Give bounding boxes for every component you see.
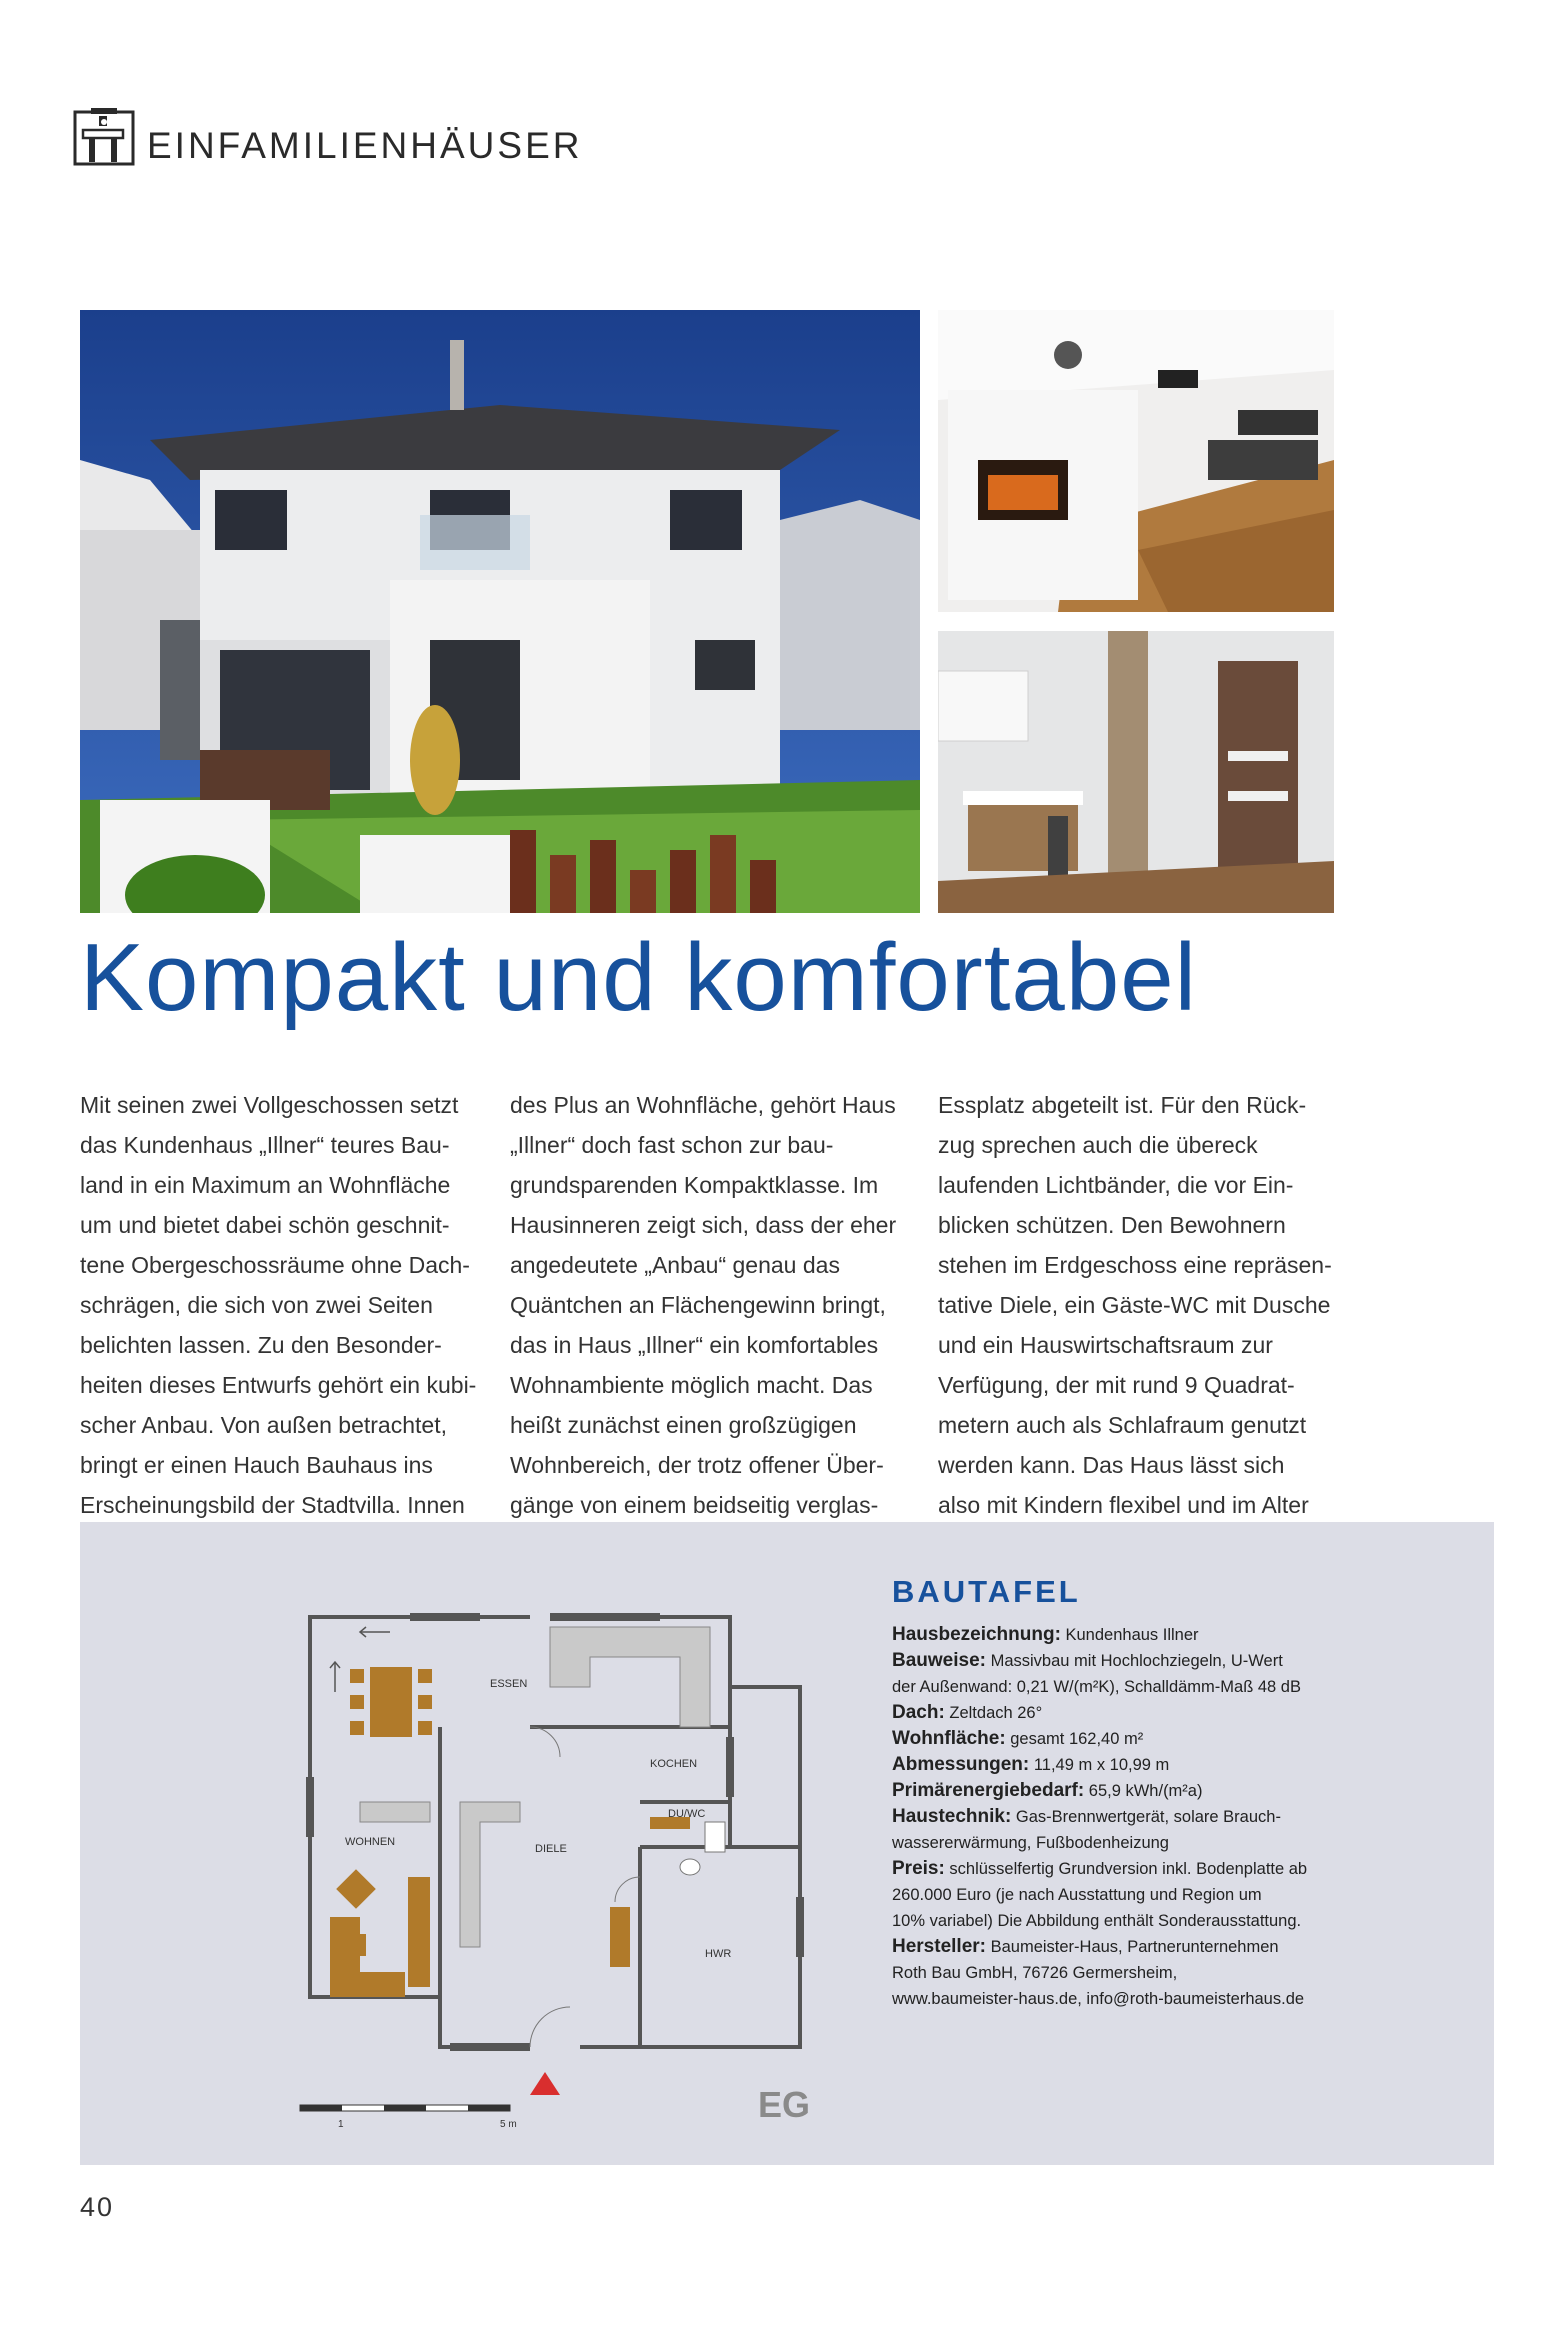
- bautafel-label: Abmessungen:: [892, 1754, 1030, 1775]
- body-line: werden kann. Das Haus lässt sich: [938, 1452, 1285, 1478]
- bautafel-row: [892, 1648, 1452, 1700]
- body-line: Erscheinungsbild der Stadtvilla. Innen: [80, 1492, 465, 1518]
- bautafel-label: Wohnfläche:: [892, 1728, 1006, 1749]
- bautafel-value: wassererwärmung, Fußbodenheizung: [892, 1834, 1169, 1852]
- page-number: 40: [80, 2192, 115, 2222]
- bautafel-label: Preis:: [892, 1858, 945, 1879]
- body-line: stehen im Erdgeschoss eine repräsen-: [938, 1252, 1332, 1278]
- body-line: also mit Kindern flexibel und im Alter: [938, 1492, 1309, 1518]
- floor-plan: [290, 1577, 920, 2137]
- body-column-3: [938, 1088, 1348, 1568]
- bautafel-value: 10% variabel) Die Abbildung enthält Sonderausstattung.: [892, 1912, 1302, 1930]
- body-line: laufenden Lichtbänder, die vor Ein-: [938, 1172, 1294, 1198]
- body-line: belichten lassen. Zu den Besonder-: [80, 1332, 442, 1358]
- bautafel-label: Bauweise:: [892, 1650, 986, 1671]
- body-line: Essplatz abgeteilt ist. Für den Rück-: [938, 1092, 1307, 1118]
- bautafel-value: der Außenwand: 0,21 W/(m²K), Schalldämm-Maß 48 dB: [892, 1678, 1301, 1696]
- bautafel-row: [892, 1700, 1452, 1726]
- body-line: des Plus an Wohnfläche, gehört Haus: [510, 1092, 896, 1118]
- bautafel-value: Roth Bau GmbH, 76726 Germersheim,: [892, 1964, 1178, 1982]
- body-line: das Kundenhaus „Illner“ teures Bau-: [80, 1132, 450, 1158]
- scale-label-start: 1: [338, 2119, 344, 2130]
- bathroom-photo: [938, 631, 1334, 913]
- body-line: Hausinneren zeigt sich, dass der eher: [510, 1212, 897, 1238]
- body-line: Wohnbereich, der trotz offener Über-: [510, 1452, 884, 1478]
- bautafel-row: [892, 1622, 1452, 1648]
- room-label-duwc: DU/WC: [668, 1808, 706, 1820]
- body-line: Wohnambiente möglich macht. Das: [510, 1372, 873, 1398]
- room-label-hwr: HWR: [705, 1948, 732, 1960]
- body-line: und ein Hauswirtschaftsraum zur: [938, 1332, 1273, 1358]
- body-line: Mit seinen zwei Vollgeschossen setzt: [80, 1092, 459, 1118]
- bautafel-label: Hausbezeichnung:: [892, 1624, 1061, 1645]
- bautafel-value: Kundenhaus Illner: [1065, 1626, 1199, 1644]
- body-line: scher Anbau. Von außen betrachtet,: [80, 1412, 447, 1438]
- bautafel-row: [892, 1856, 1452, 1934]
- bautafel-value: 11,49 m x 10,99 m: [1033, 1756, 1170, 1774]
- body-line: zug sprechen auch die übereck: [938, 1132, 1258, 1158]
- body-line: tene Obergeschossräume ohne Dach-: [80, 1252, 470, 1278]
- body-line: land in ein Maximum an Wohnfläche: [80, 1172, 451, 1198]
- house-exterior-photo: [80, 310, 920, 913]
- bautafel-value: 65,9 kWh/(m²a): [1088, 1782, 1203, 1800]
- body-line: schrägen, die sich von zwei Seiten: [80, 1292, 433, 1318]
- bautafel-label: Dach:: [892, 1702, 945, 1723]
- bautafel-row: [892, 1804, 1452, 1856]
- bautafel-label: Primärenergiebedarf:: [892, 1780, 1085, 1801]
- bautafel: [892, 1574, 1452, 2012]
- room-label-wohnen: WOHNEN: [345, 1836, 396, 1848]
- body-line: blicken schützen. Den Bewohnern: [938, 1212, 1286, 1238]
- bautafel-value: Massivbau mit Hochlochziegeln, U-Wert: [990, 1652, 1283, 1670]
- article-headline: Kompakt und komfortabel: [80, 924, 1197, 1031]
- body-line: tative Diele, ein Gäste-WC mit Dusche: [938, 1292, 1331, 1318]
- bautafel-value: www.baumeister-haus.de, info@roth-baumeisterhaus.de: [892, 1990, 1305, 2008]
- body-line: das in Haus „Illner“ ein komfortables: [510, 1332, 879, 1358]
- body-line: heißt zunächst einen großzügigen: [510, 1412, 857, 1438]
- section-header: [73, 98, 582, 168]
- bautafel-row: [892, 1934, 1452, 2012]
- room-label-kochen: KOCHEN: [650, 1758, 698, 1770]
- bautafel-row: [892, 1726, 1452, 1752]
- body-line: bringt er einen Hauch Bauhaus ins: [80, 1452, 433, 1478]
- body-line: heiten dieses Entwurfs gehört ein kubi-: [80, 1372, 477, 1398]
- bautafel-value: Zeltdach 26°: [949, 1704, 1043, 1722]
- bautafel-label: Haustechnik:: [892, 1806, 1012, 1827]
- body-line: um und bietet dabei schön geschnit-: [80, 1212, 450, 1238]
- body-line: metern auch als Schlafraum genutzt: [938, 1412, 1307, 1438]
- scale-label-end: 5 m: [500, 2119, 517, 2130]
- bautafel-value: 260.000 Euro (je nach Ausstattung und Region um: [892, 1886, 1262, 1904]
- bautafel-row: [892, 1752, 1452, 1778]
- bautafel-value: Baumeister-Haus, Partnerunternehmen: [990, 1938, 1279, 1956]
- bautafel-value: schlüsselfertig Grundversion inkl. Bodenplatte ab: [949, 1860, 1308, 1878]
- bautafel-label: Hersteller:: [892, 1936, 986, 1957]
- floor-label: EG: [758, 2084, 811, 2125]
- info-box: [80, 1522, 1494, 2165]
- body-line: Verfügung, der mit rund 9 Quadrat-: [938, 1372, 1295, 1398]
- bautafel-row: [892, 1778, 1452, 1804]
- body-line: gänge von einem beidseitig verglas-: [510, 1492, 879, 1518]
- body-line: grundsparenden Kompaktklasse. Im: [510, 1172, 879, 1198]
- bautafel-title: BAUTAFEL: [892, 1574, 1081, 1609]
- body-line: angedeutete „Anbau“ genau das: [510, 1252, 840, 1278]
- house-logo-icon: [73, 106, 135, 168]
- bautafel-value: gesamt 162,40 m²: [1010, 1730, 1144, 1748]
- room-label-essen: ESSEN: [490, 1678, 528, 1690]
- body-line: „Illner“ doch fast schon zur bau-: [510, 1132, 834, 1158]
- scale-bar: [300, 2105, 517, 2130]
- living-room-fireplace-photo: [938, 310, 1334, 612]
- room-label-diele: DIELE: [535, 1843, 567, 1855]
- body-column-2: [510, 1088, 920, 1568]
- bautafel-value: Gas-Brennwertgerät, solare Brauch-: [1015, 1808, 1281, 1826]
- body-column-1: [80, 1088, 490, 1568]
- section-label: EINFAMILIENHÄUSER: [147, 125, 583, 166]
- body-line: Quäntchen an Flächengewinn bringt,: [510, 1292, 886, 1318]
- entrance-marker-icon: [530, 2072, 560, 2095]
